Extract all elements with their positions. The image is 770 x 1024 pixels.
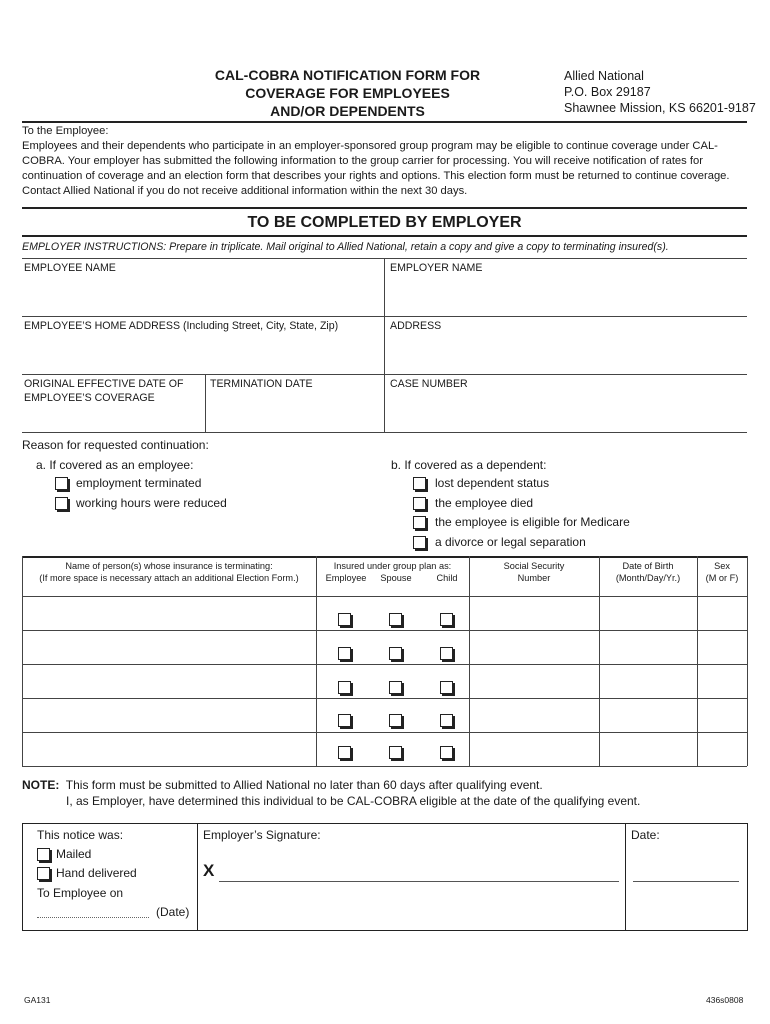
- row-5-child-checkbox[interactable]: [440, 746, 453, 759]
- table-line: [22, 732, 747, 733]
- medicare-eligible-checkbox[interactable]: [413, 516, 426, 529]
- employee-died-checkbox[interactable]: [413, 497, 426, 510]
- dependent-reason-heading: b. If covered as a dependent:: [391, 458, 547, 472]
- note-text-1: This form must be submitted to Allied National no later than 60 days after qualifying event.: [65, 778, 543, 792]
- note-text-2: I, as Employer, have determined this individual to be CAL-COBRA eligible at the date of the qualifying event.: [66, 794, 641, 808]
- intro-text: [22, 124, 748, 199]
- reason-heading: Reason for requested continuation:: [22, 438, 209, 452]
- plan-column-header: [316, 560, 469, 572]
- dob-column-header-line-2: (Month/Day/Yr.): [615, 573, 681, 583]
- date-line[interactable]: [633, 881, 739, 882]
- note-line-1: [22, 777, 640, 793]
- original-effective-date-label-2: EMPLOYEE’S COVERAGE: [24, 392, 155, 404]
- plan-column-header-line-1: Insured under group plan as:: [333, 561, 452, 571]
- grid-line: [205, 374, 206, 432]
- notice-date-line[interactable]: [37, 917, 149, 918]
- intro-salutation: To the Employee:: [22, 125, 109, 137]
- name-column-header-line-1: Name of person(s) whose insurance is terminating:: [65, 561, 273, 571]
- address-field[interactable]: ADDRESS: [390, 320, 442, 332]
- table-line: [22, 556, 747, 558]
- row-5-spouse-checkbox[interactable]: [389, 746, 402, 759]
- row-2-spouse-checkbox[interactable]: [389, 647, 402, 660]
- form-title-line-2: COVERAGE FOR EMPLOYEES: [245, 85, 450, 101]
- row-2-employee-checkbox[interactable]: [338, 647, 351, 660]
- notice-label: This notice was:: [37, 828, 124, 842]
- date-label: Date:: [631, 828, 660, 842]
- table-line: [599, 556, 600, 766]
- employment-terminated-checkbox[interactable]: [55, 477, 68, 490]
- employee-name-field[interactable]: EMPLOYEE NAME: [24, 262, 116, 274]
- hand-delivered-checkbox[interactable]: [37, 867, 50, 880]
- signature-line[interactable]: [219, 881, 619, 882]
- row-5-employee-checkbox[interactable]: [338, 746, 351, 759]
- row-4-employee-checkbox[interactable]: [338, 714, 351, 727]
- divider: [22, 207, 747, 209]
- original-effective-date-label-1: ORIGINAL EFFECTIVE DATE OF: [24, 378, 184, 390]
- company-address: [564, 68, 756, 116]
- box-divider: [197, 824, 198, 930]
- lost-dependent-status-checkbox[interactable]: [413, 477, 426, 490]
- row-3-employee-checkbox[interactable]: [338, 681, 351, 694]
- plan-child-header: Child: [436, 573, 458, 583]
- divorce-separation-label: a divorce or legal separation: [435, 535, 586, 549]
- mailed-label: Mailed: [56, 847, 92, 861]
- table-line: [747, 556, 748, 766]
- box-divider: [625, 824, 626, 930]
- mailed-checkbox[interactable]: [37, 848, 50, 861]
- dob-column-header-line-1: Date of Birth: [622, 561, 674, 571]
- employer-name-field[interactable]: EMPLOYER NAME: [390, 262, 483, 274]
- table-line: [22, 698, 747, 699]
- table-line: [22, 664, 747, 665]
- form-code-left: GA131: [24, 995, 51, 1005]
- row-1-child-checkbox[interactable]: [440, 613, 453, 626]
- form-title-line-1: CAL-COBRA NOTIFICATION FORM FOR: [214, 67, 481, 83]
- employee-reason-heading: a. If covered as an employee:: [36, 458, 194, 472]
- row-2-child-checkbox[interactable]: [440, 647, 453, 660]
- employer-instructions: EMPLOYER INSTRUCTIONS: Prepare in triplicate. Mail original to Allied National, retain a copy and give a copy to terminating insured(s).: [22, 241, 669, 253]
- to-employee-on-label: To Employee on: [37, 886, 124, 900]
- note: [22, 777, 640, 809]
- form-title-line-3: AND/OR DEPENDENTS: [270, 103, 425, 119]
- table-line: [469, 556, 470, 766]
- row-4-child-checkbox[interactable]: [440, 714, 453, 727]
- ssn-column-header: [469, 560, 599, 584]
- company-name: Allied National: [564, 69, 644, 83]
- divider: [22, 235, 747, 237]
- section-title: TO BE COMPLETED BY EMPLOYER: [247, 214, 522, 231]
- hand-delivered-label: Hand delivered: [56, 866, 137, 880]
- employee-died-label: the employee died: [435, 496, 534, 510]
- name-column-header: [22, 560, 316, 584]
- grid-line: [22, 432, 747, 433]
- sex-column-header: [697, 560, 747, 584]
- original-effective-date-field[interactable]: [24, 377, 184, 405]
- name-column-header-line-2: (If more space is necessary attach an additional Election Form.): [39, 573, 299, 583]
- note-label: NOTE:: [22, 778, 60, 792]
- table-line: [22, 596, 747, 597]
- row-1-employee-checkbox[interactable]: [338, 613, 351, 626]
- company-po-box: P.O. Box 29187: [564, 85, 651, 99]
- signature-x: X: [203, 861, 215, 880]
- form-title: [180, 66, 515, 120]
- case-number-field[interactable]: CASE NUMBER: [390, 378, 468, 390]
- dob-column-header: [599, 560, 697, 584]
- divider: [22, 121, 747, 123]
- lost-dependent-status-label: lost dependent status: [435, 476, 550, 490]
- row-3-spouse-checkbox[interactable]: [389, 681, 402, 694]
- hours-reduced-checkbox[interactable]: [55, 497, 68, 510]
- intro-body: Employees and their dependents who participate in an employer-sponsored group program may be eligible to continue coverage under CAL-COBRA. Your employer has submitted the following information to the group carrier for processing. You will receive notification of rates for continuation of coverage and an election form that describes your rights and options. This election form must be returned to continue coverage. Contact Allied National if you do not receive additional information within the next 30 days.: [22, 140, 730, 197]
- date-paren-label: (Date): [156, 905, 190, 919]
- row-4-spouse-checkbox[interactable]: [389, 714, 402, 727]
- row-1-spouse-checkbox[interactable]: [389, 613, 402, 626]
- employment-terminated-label: employment terminated: [76, 476, 202, 490]
- signature-label: Employer’s Signature:: [203, 828, 321, 842]
- sex-column-header-line-1: Sex: [714, 561, 730, 571]
- ssn-column-header-line-1: Social Security: [503, 561, 565, 571]
- home-address-field[interactable]: EMPLOYEE’S HOME ADDRESS (Including Street, City, State, Zip): [24, 320, 339, 332]
- divorce-separation-checkbox[interactable]: [413, 536, 426, 549]
- company-city: Shawnee Mission, KS 66201-9187: [564, 101, 756, 115]
- medicare-eligible-label: the employee is eligible for Medicare: [435, 515, 630, 529]
- hours-reduced-label: working hours were reduced: [76, 496, 227, 510]
- table-line: [22, 766, 747, 767]
- sex-column-header-line-2: (M or F): [705, 573, 739, 583]
- form-code-right: 436s0808: [706, 995, 744, 1005]
- table-line: [697, 556, 698, 766]
- grid-line: [384, 258, 385, 432]
- plan-spouse-header: Spouse: [380, 573, 412, 583]
- row-3-child-checkbox[interactable]: [440, 681, 453, 694]
- table-line: [22, 556, 23, 766]
- plan-employee-header: Employee: [325, 573, 367, 583]
- table-line: [22, 630, 747, 631]
- table-line: [316, 556, 317, 766]
- ssn-column-header-line-2: Number: [517, 573, 551, 583]
- termination-date-field[interactable]: TERMINATION DATE: [210, 378, 313, 390]
